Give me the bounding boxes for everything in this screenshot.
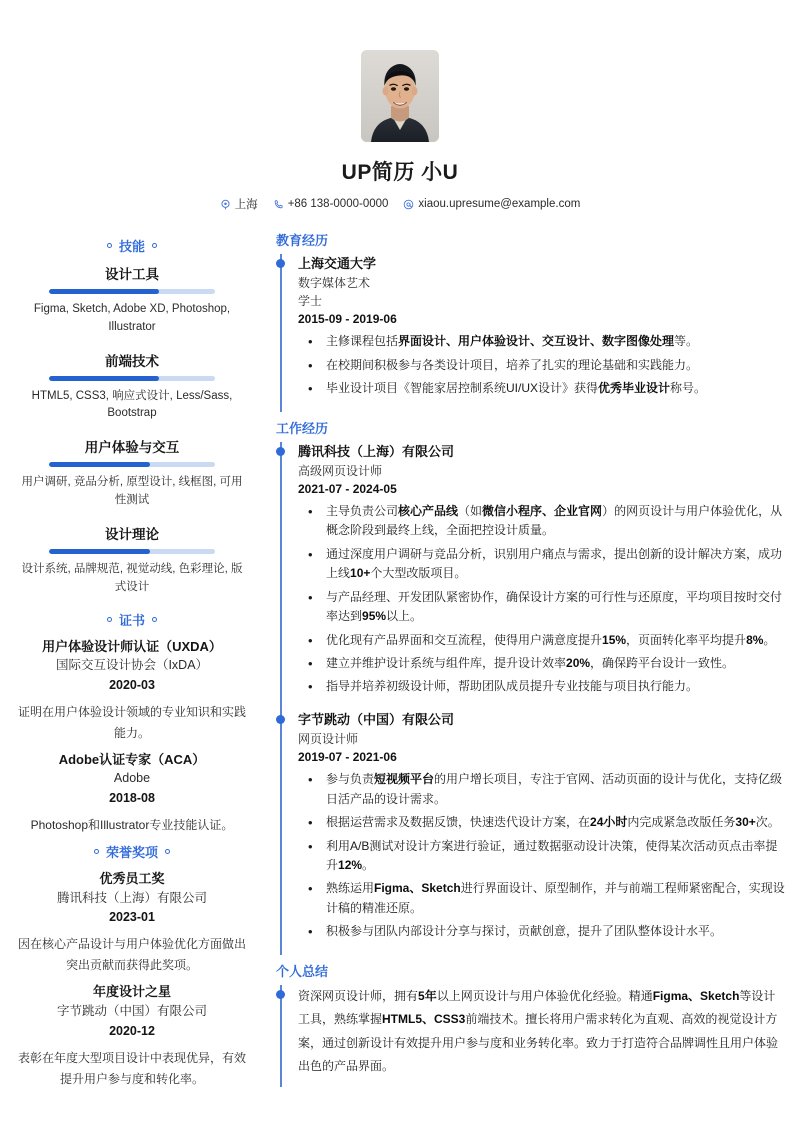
certificate-item: [14, 637, 250, 744]
section-title-awards-label: 荣誉奖项: [105, 845, 158, 860]
contact-location-value: 上海: [234, 199, 258, 211]
certificate-description: 证明在用户体验设计领域的专业知识和实践能力。: [17, 704, 246, 740]
entry-bullet: • 利用A/B测试对设计方案进行验证，通过数据驱动设计决策，使得某次活动页点击率提升12%。: [298, 837, 786, 876]
skill-name: 设计工具: [105, 267, 159, 282]
ring-decoration-icon: [152, 617, 157, 622]
timeline-entry: [298, 254, 786, 412]
contact-email: [403, 198, 580, 210]
candidate-name: UP简历 小U: [341, 161, 459, 184]
ring-decoration-icon: [107, 617, 112, 622]
section-title-certificates-label: 证书: [118, 612, 145, 628]
certificate-item: [14, 750, 250, 836]
section-title-awards: [14, 842, 250, 861]
award-title: 年度设计之星: [92, 984, 171, 1000]
entry-organization: 上海交通大学: [298, 256, 377, 271]
award-description: 表彰在年度大型项目设计中表现优异，有效提升用户参与度和转化率。: [17, 1050, 246, 1086]
award-date: 2020-12: [109, 1023, 155, 1038]
ring-decoration-icon: [107, 243, 112, 248]
timeline-entry: [298, 710, 786, 955]
skill-name: 前端技术: [105, 353, 159, 369]
award-item: [14, 982, 250, 1089]
skill-progress-fill: [49, 289, 159, 294]
certificate-org: Adobe: [113, 771, 151, 786]
contact-phone-value: +86 138-0000-0000: [287, 198, 389, 210]
entry-bullet-list: [298, 332, 786, 398]
award-org: 字节跳动（中国）有限公司: [56, 1003, 207, 1018]
certificate-title: Adobe认证专家（ACA）: [58, 751, 206, 767]
award-date: 2023-01: [109, 910, 155, 925]
skill-description: HTML5, CSS3, 响应式设计, Less/Sass, Bootstrap: [31, 389, 233, 420]
resume-header: [0, 0, 800, 222]
ring-decoration-icon: [94, 849, 99, 854]
certificate-date: 2020-03: [109, 677, 155, 692]
entry-bullet: • 毕业设计项目《智能家居控制系统UI/UX设计》获得优秀毕业设计称号。: [298, 379, 786, 398]
skill-progress-fill: [49, 462, 150, 467]
entry-bullet: • 根据运营需求及数据反馈，快速迭代设计方案，在24小时内完成紧急改版任务30+次。: [298, 813, 786, 832]
entry-bullet: • 通过深度用户调研与竞品分析，识别用户痛点与需求，提出创新的设计解决方案，成功上线10+个大型改版项目。: [298, 545, 786, 584]
location-pin-icon: [220, 199, 231, 210]
entry-bullet: • 在校期间积极参与各类设计项目，培养了扎实的理论基础和实践能力。: [298, 356, 786, 375]
award-description: 因在核心产品设计与用户体验优化方面做出突出贡献而获得此奖项。: [17, 937, 246, 973]
resume-body: [0, 222, 800, 1096]
skill-item: [14, 436, 250, 510]
entry-bullet: • 主修课程包括界面设计、用户体验设计、交互设计、数字图像处理等。: [298, 332, 786, 351]
portrait-photo: [361, 50, 439, 142]
summary-timeline: [276, 985, 786, 1088]
entry-bullet: • 熟练运用Figma、Sketch进行界面设计、原型制作，并与前端工程师紧密配合，实现设计稿的精准还原。: [298, 879, 786, 918]
entry-subtitle: 数字媒体艺术: [298, 276, 371, 291]
skill-progress-fill: [49, 549, 150, 554]
email-at-icon: [403, 199, 414, 210]
section-title-work: 工作经历: [276, 420, 329, 436]
entry-degree: 学士: [298, 294, 323, 309]
skill-progress-fill: [49, 376, 159, 381]
entry-bullet: • 积极参与团队内部设计分享与探讨，贡献创意，提升了团队整体设计水平。: [298, 922, 786, 941]
contact-phone: [273, 198, 389, 210]
entry-date-range: 2015-09 - 2019-06: [298, 312, 397, 327]
skill-name: 设计理论: [105, 526, 159, 542]
entry-subtitle: 高级网页设计师: [298, 463, 383, 478]
skill-progress-bar: [49, 462, 215, 467]
award-title: 优秀员工奖: [99, 871, 165, 886]
certificates-list: [14, 637, 250, 837]
sidebar-column: [14, 230, 262, 1096]
timeline-entry: [298, 442, 786, 710]
phone-icon: [273, 199, 284, 210]
photo-wrapper: [0, 50, 800, 142]
entry-bullet: • 优化现有产品界面和交互流程，使得用户满意度提升15%，页面转化率平均提升8%。: [298, 631, 786, 650]
skill-description: 设计系统, 品牌规范, 视觉动线, 色彩理论, 版式设计: [21, 562, 243, 593]
award-item: [14, 869, 250, 976]
main-column: [262, 230, 786, 1093]
skill-progress-bar: [49, 376, 215, 381]
skill-description: Figma, Sketch, Adobe XD, Photoshop, Illustrator: [33, 303, 231, 333]
summary-section: [276, 961, 786, 1088]
ring-decoration-icon: [152, 243, 157, 248]
entry-bullet-list: [298, 502, 786, 697]
work-timeline: [276, 442, 786, 955]
entry-date-range: 2021-07 - 2024-05: [298, 481, 397, 496]
contact-email-value: xiaou.upresume@example.com: [418, 198, 581, 210]
entry-date-range: 2019-07 - 2021-06: [298, 750, 397, 765]
skills-list: [14, 263, 250, 597]
skill-item: [14, 523, 250, 597]
summary-text: 资深网页设计师，拥有5年以上网页设计与用户体验优化经验。精通Figma、Sketch等设计工具，熟练掌握HTML5、CSS3前端技术。擅长将用户需求转化为直观、高效的视觉设计方案，通过创新设计有效提升用户参与度和业务转化率。致力于打造符合品牌调性且用户体验出色的产品界面。: [298, 988, 779, 1073]
entry-bullet-list: [298, 770, 786, 942]
skill-item: [14, 263, 250, 337]
entry-organization: 字节跳动（中国）有限公司: [298, 711, 455, 727]
entry-organization: 腾讯科技（上海）有限公司: [298, 443, 455, 459]
contact-location: [220, 196, 258, 212]
certificate-description: Photoshop和Illustrator专业技能认证。: [30, 818, 234, 832]
education-timeline: [276, 254, 786, 412]
section-title-skills: [14, 236, 250, 255]
entry-subtitle: 网页设计师: [298, 732, 359, 747]
certificate-org: 国际交互设计协会（IxDA）: [55, 658, 209, 672]
entry-bullet: • 主导负责公司核心产品线（如微信小程序、企业官网）的网页设计与用户体验优化，从概念阶段到最终上线，全面把控设计质量。: [298, 502, 786, 541]
work-section: [276, 418, 786, 955]
education-section: [276, 230, 786, 412]
certificate-date: 2018-08: [109, 791, 155, 805]
certificate-title: 用户体验设计师认证（UXDA）: [42, 638, 222, 654]
award-org: 腾讯科技（上海）有限公司: [56, 890, 207, 905]
section-title-education: 教育经历: [276, 233, 329, 248]
summary-entry: [298, 985, 786, 1088]
skill-description: 用户调研, 竞品分析, 原型设计, 线框图, 可用性测试: [21, 476, 243, 507]
entry-bullet: • 建立并维护设计系统与组件库，提升设计效率20%，确保跨平台设计一致性。: [298, 654, 786, 673]
section-title-certificates: [14, 610, 250, 629]
entry-bullet: • 与产品经理、开发团队紧密协作，确保设计方案的可行性与还原度，平均项目按时交付率达到95%以上。: [298, 588, 786, 627]
skill-progress-bar: [49, 549, 215, 554]
section-title-skills-label: 技能: [118, 239, 145, 254]
skill-progress-bar: [49, 289, 215, 294]
skill-name: 用户体验与交互: [84, 440, 180, 456]
awards-list: [14, 869, 250, 1090]
contact-row: [0, 196, 800, 212]
ring-decoration-icon: [165, 849, 170, 854]
section-title-summary: 个人总结: [276, 963, 329, 979]
entry-bullet: • 参与负责短视频平台的用户增长项目，专注于官网、活动页面的设计与优化，支持亿级日活产品的设计需求。: [298, 770, 786, 809]
entry-bullet: • 指导并培养初级设计师，帮助团队成员提升专业技能与项目执行能力。: [298, 677, 786, 696]
skill-item: [14, 350, 250, 424]
